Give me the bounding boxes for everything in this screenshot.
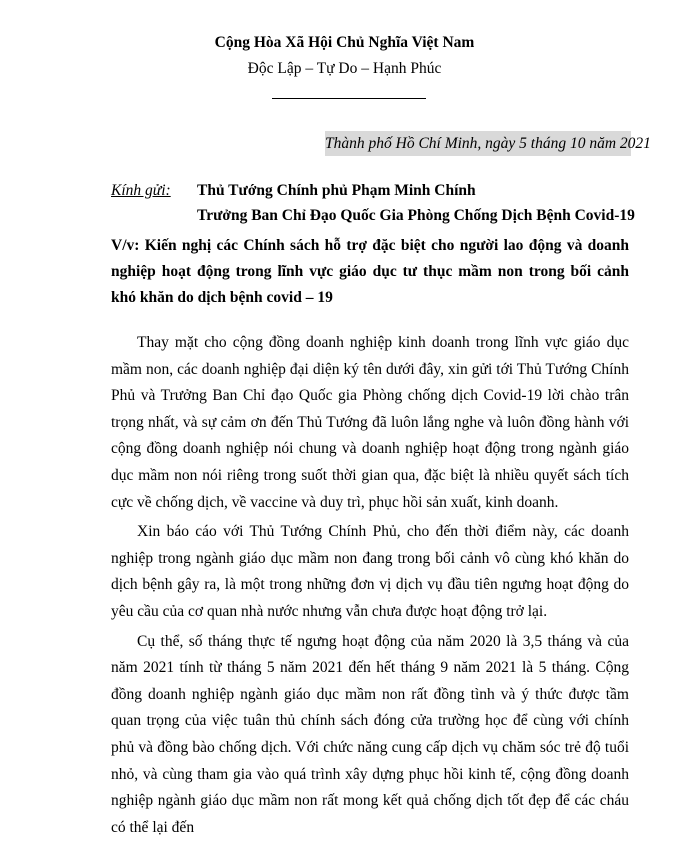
heading-divider	[272, 98, 426, 99]
recipient-steering-committee: Trưởng Ban Chỉ Đạo Quốc Gia Phòng Chống Dịch Bệnh Covid-19	[197, 207, 635, 224]
body-paragraph: Xin báo cáo với Thủ Tướng Chính Phủ, cho đến thời điểm này, các doanh nghiệp trong ngành giáo dục mầm non đang trong bối cảnh vô cùng khó khăn do dịch bệnh gây ra, là một trong những đơn vị dịch vụ đầu tiên ngưng hoạt động do yêu cầu của cơ quan nhà nước nhưng vẫn chưa được hoạt động trở lại.	[111, 523, 629, 620]
date-line: Thành phố Hồ Chí Minh, ngày 5 tháng 10 năm 2021	[325, 131, 631, 156]
subject-line: V/v: Kiến nghị các Chính sách hỗ trợ đặc biệt cho người lao động và doanh nghiệp hoạt động trong lĩnh vực giáo dục tư thục mầm non trong bối cảnh khó khăn do dịch bệnh covid – 19	[111, 237, 629, 306]
letter-body	[111, 330, 629, 844]
recipient-prime-minister: Thủ Tướng Chính phủ Phạm Minh Chính	[197, 182, 476, 199]
body-paragraph: Cụ thể, số tháng thực tế ngưng hoạt động của năm 2020 là 3,5 tháng và của năm 2021 tính từ tháng 5 năm 2021 đến hết tháng 9 năm 2021 là 5 tháng. Cộng đồng doanh nghiệp ngành giáo dục mầm non rất đồng tình và ý thức được tầm quan trọng của việc tuân thủ chính sách đóng cửa trường học để cùng với chính phủ và đồng bào chống dịch. Với chức năng cung cấp dịch vụ chăm sóc trẻ độ tuổi nhỏ, và cùng tham gia vào quá trình xây dựng phục hồi kinh tế, cộng đồng doanh nghiệp ngành giáo dục mầm non rất mong kết quả chống dịch tốt đẹp để các cháu có thể lại đến	[111, 632, 629, 836]
body-paragraph: Thay mặt cho cộng đồng doanh nghiệp kinh doanh trong lĩnh vực giáo dục mầm non, các doanh nghiệp đại diện ký tên dưới đây, xin gửi tới Thủ Tướng Chính Phủ và Trưởng Ban Chỉ đạo Quốc gia Phòng chống dịch Covid-19 lời chào trân trọng nhất, và sự cảm ơn đến Thủ Tướng đã luôn lắng nghe và luôn đồng hành với cộng đồng doanh nghiệp nói chung và doanh nghiệp hoạt động trong ngành giáo dục mầm non nói riêng trong suốt thời gian qua, đặc biệt là nhiều quyết sách tích cực về chống dịch, về vaccine và duy trì, phục hồi sản xuất, kinh doanh.	[111, 334, 629, 511]
motto-heading: Độc Lập – Tự Do – Hạnh Phúc	[247, 60, 442, 77]
address-label: Kính gửi:	[111, 182, 171, 199]
country-heading: Cộng Hòa Xã Hội Chủ Nghĩa Việt Nam	[214, 34, 475, 51]
